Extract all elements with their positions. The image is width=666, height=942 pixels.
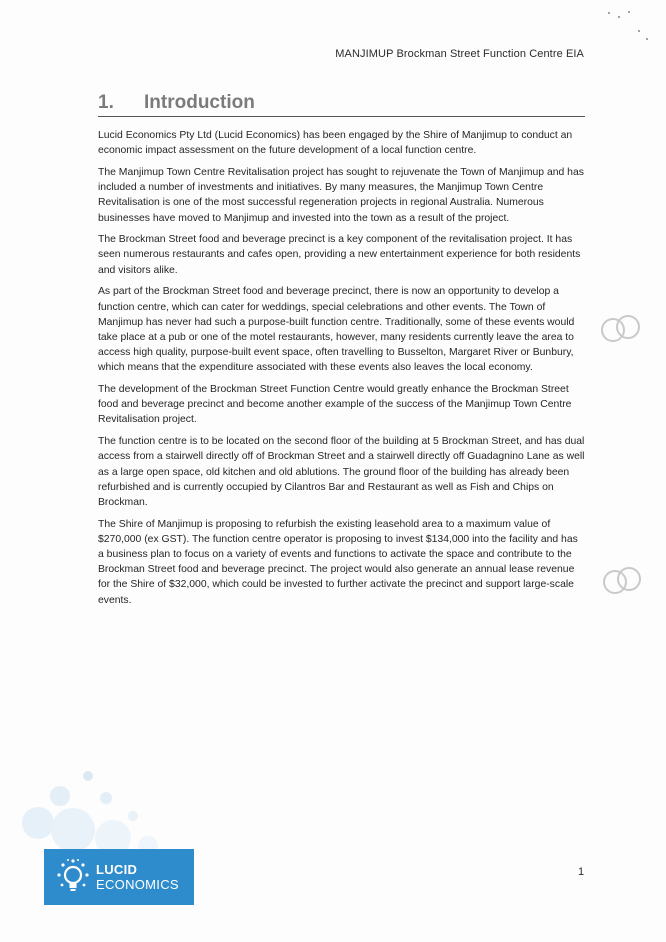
binder-ring-icon bbox=[616, 315, 640, 339]
page-number: 1 bbox=[578, 866, 585, 878]
paragraph: As part of the Brockman Street food and beverage precinct, there is now an opportunity to develop a function centre, which can cater for weddings, special celebrations and other events. The Town of Manjimup has never had such a purpose-built function centre. Traditionally, some of these events would take place at a pub or one of the motel restaurants, however, many residents currently leave the area to access high quality, purpose-built event space, often travelling to Busselton, Margaret River or Bunbury, which means that the expenditure associated with these events also leaves the local economy. bbox=[98, 286, 575, 374]
logo-word-economics: ECONOMICS bbox=[96, 877, 179, 892]
splash-watermark bbox=[18, 768, 198, 858]
section-title: Introduction bbox=[144, 92, 255, 113]
section-heading bbox=[98, 90, 585, 117]
running-header: MANJIMUP Brockman Street Function Centre EIA bbox=[335, 48, 584, 60]
section-number: 1. bbox=[98, 92, 114, 113]
binder-ring-icon bbox=[617, 567, 641, 591]
logo-word-lucid: LUCID bbox=[96, 862, 138, 877]
paragraph: The Shire of Manjimup is proposing to refurbish the existing leasehold area to a maximum value of $270,000 (ex GST). The function centre operator is proposing to invest $134,000 into the facility and has a business plan to focus on a variety of events and functions to activate the space and contribute to the Brockman Street food and beverage precinct. The project would also generate an annual lease revenue for the Shire of $32,000, which could be invested to further activate the precinct and support large-scale events. bbox=[98, 518, 578, 606]
paragraph: Lucid Economics Pty Ltd (Lucid Economics) has been engaged by the Shire of Manjimup to conduct an economic impact assessment on the future development of a local function centre. bbox=[98, 130, 573, 157]
paragraph: The Manjimup Town Centre Revitalisation project has sought to rejuvenate the Town of Manjimup and has included a number of investments and initiatives. By many measures, the Manjimup Town Centre Revitalisation is one of the most successful regeneration projects in regional Australia. Numerous businesses have moved to Manjimup and invested into the town as a result of the project. bbox=[98, 166, 584, 224]
body-text bbox=[98, 128, 585, 614]
paragraph: The development of the Brockman Street Function Centre would greatly enhance the Brockman Street food and beverage precinct and become another example of the success of the Manjimup Town Centre Revitalisation project. bbox=[98, 384, 572, 426]
lightbulb-burst-icon bbox=[56, 857, 90, 897]
paragraph: The function centre is to be located on the second floor of the building at 5 Brockman Street, and has dual access from a stairwell directly off of Brockman Street and a stairwell directly off Guadagnino Lane as well as a large open space, old kitchen and old ablutions. The ground floor of the building has already been refurbished and is currently occupied by Cilantros Bar and Restaurant as well as Fish and Chips on Brockman. bbox=[98, 436, 585, 508]
paragraph: The Brockman Street food and beverage precinct is a key component of the revitalisation project. It has seen numerous restaurants and cafes open, providing a new entertainment experience for both residents and visitors alike. bbox=[98, 234, 581, 276]
scan-specks bbox=[602, 8, 652, 48]
logo-wordmark bbox=[96, 862, 179, 892]
company-logo bbox=[44, 849, 194, 905]
